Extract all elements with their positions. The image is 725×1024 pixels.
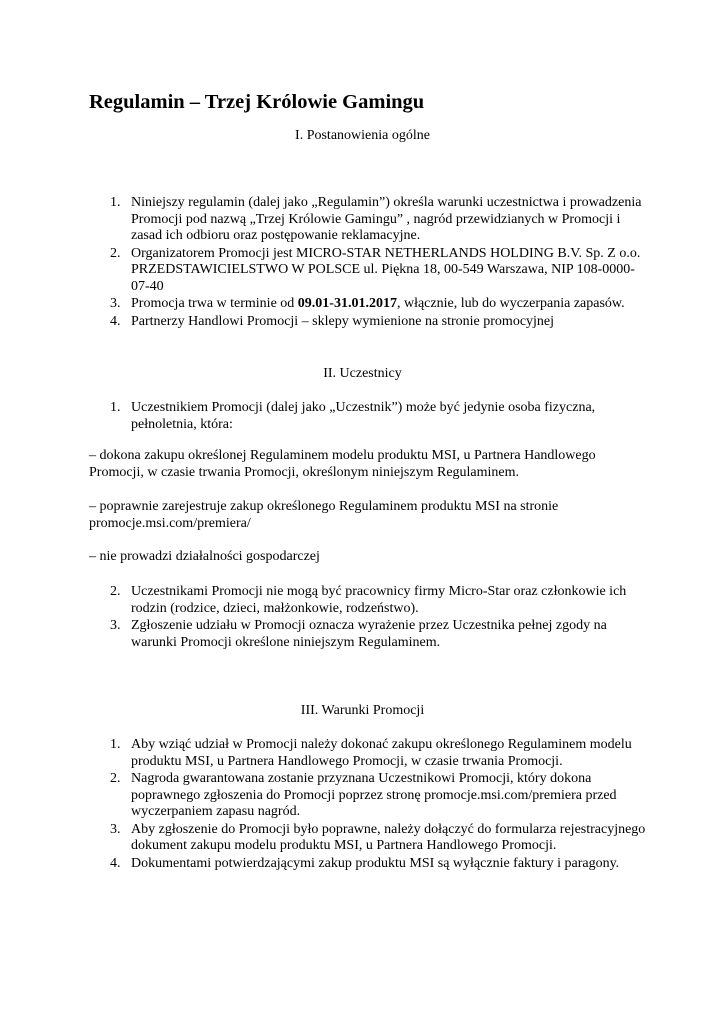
condition-paragraph: – nie prowadzi działalności gospodarczej [89, 549, 320, 564]
document-title: Regulamin – Trzej Królowie Gamingu [89, 91, 425, 113]
list-item: 1. Uczestnikiem Promocji (dalej jako „Uczestnik”) może być jedynie osoba fizyczna, pełnoletnia, która: [110, 400, 596, 432]
list-item: 2. Organizatorem Promocji jest MICRO-STAR NETHERLANDS HOLDING B.V. Sp. Z o.o. PRZEDSTAWICIELSTWO W POLSCE ul. Piękna 18, 00-549 Warszawa, NIP 108-0000-07-40 [110, 245, 641, 294]
list-item: 2. Nagroda gwarantowana zostanie przyznana Uczestnikowi Promocji, który dokona poprawnego zgłoszenia do Promocji poprzez stronę promocje.msi.com/premiera przed wyczerpaniem zapasu nagród. [110, 771, 617, 819]
section-heading-general: I. Postanowienia ogólne [295, 128, 430, 143]
promotion-conditions-list [90, 737, 650, 873]
list-item: 1. Aby wziąć udział w Promocji należy dokonać zakupu określonego Regulaminem modelu produktu MSI, u Partnera Handlowego Promocji, w czasie trwania Promocji. [110, 737, 632, 769]
list-item: 1. Niniejszy regulamin (dalej jako „Regulamin”) określa warunki uczestnictwa i prowadzenia Promocji pod nazwą „Trzej Królowie Gamingu” , nagród przewidzianych w Promocji i zasad ich odbioru oraz postępowanie reklamacyjne. [110, 195, 642, 243]
general-provisions-list [90, 195, 650, 331]
condition-paragraph: – dokona zakupu określonej Regulaminem modelu produktu MSI, u Partnera Handlowego Promocji, w czasie trwania Promocji, określonym niniejszym Regulaminem. [89, 448, 596, 480]
participants-list-a [90, 400, 650, 434]
list-item: 3. Aby zgłoszenie do Promocji było poprawne, należy dołączyć do formularza rejestracyjnego dokument zakupu modelu produktu MSI, u Partnera Handlowego Promocji. [110, 821, 646, 853]
list-item: 4. Dokumentami potwierdzającymi zakup produktu MSI są wyłącznie faktury i paragony. [110, 855, 620, 871]
list-item: 3. Promocja trwa w terminie od 09.01-31.01.2017, włącznie, lub do wyczerpania zapasów. [110, 296, 625, 311]
participants-list-b [90, 584, 650, 652]
promotion-dates: 09.01-31.01.2017 [297, 296, 397, 311]
condition-paragraph: – poprawnie zarejestruje zakup określonego Regulaminem produktu MSI na stronie promocje.msi.com/premiera/ [89, 499, 559, 531]
section-heading-conditions: III. Warunki Promocji [300, 703, 425, 718]
list-item: 4. Partnerzy Handlowi Promocji – sklepy wymienione na stronie promocyjnej [110, 313, 555, 329]
list-item: 2. Uczestnikami Promocji nie mogą być pracownicy firmy Micro-Star oraz członkowie ich rodzin (rodzice, dzieci, małżonkowie, rodzeństwo). [110, 584, 627, 616]
list-item: 3. Zgłoszenie udziału w Promocji oznacza wyrażenie przez Uczestnika pełnej zgody na warunki Promocji określone niniejszym Regulaminem. [110, 618, 607, 650]
section-heading-participants: II. Uczestnicy [323, 366, 402, 381]
